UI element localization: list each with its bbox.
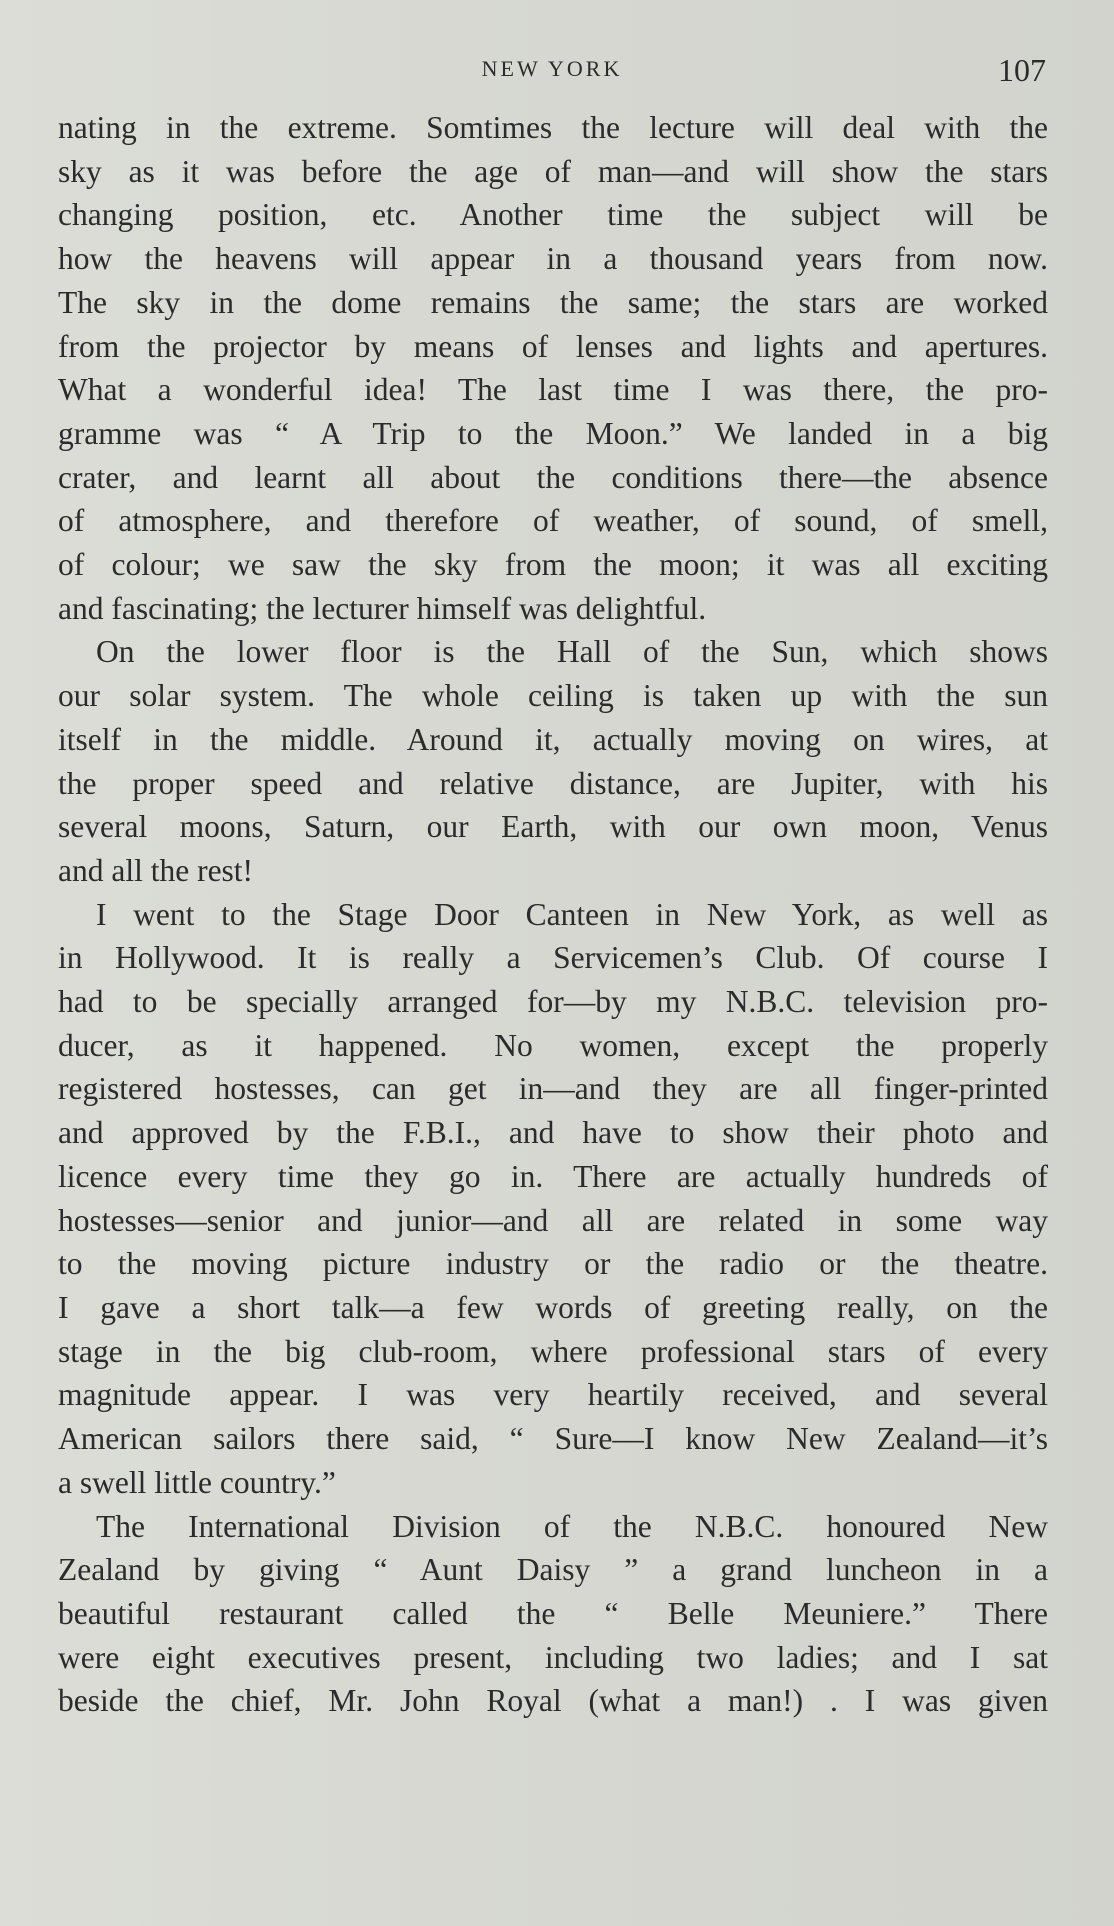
text-line: American sailors there said, “ Sure—I know New Zealand—it’s xyxy=(58,1421,1048,1457)
text-line: nating in the extreme. Somtimes the lecture will deal with the xyxy=(58,110,1048,145)
text-line: were eight executives present, including two ladies; and I sat xyxy=(58,1639,1048,1675)
text-line: crater, and learnt all about the conditions there—the absence xyxy=(58,459,1048,495)
text-line: and all the rest! xyxy=(58,852,254,888)
text-line: how the heavens will appear in a thousand years from now. xyxy=(58,241,1048,277)
text-line: our solar system. The whole ceiling is taken up with the sun xyxy=(58,678,1048,714)
text-line: I went to the Stage Door Canteen in New York, as well as xyxy=(96,896,1048,932)
text-line: from the projector by means of lenses and lights and apertures. xyxy=(58,328,1048,364)
text-line: What a wonderful idea! The last time I was there, the pro- xyxy=(58,372,1048,408)
text-line: and fascinating; the lecturer himself was delightful. xyxy=(58,590,707,626)
text-line: magnitude appear. I was very heartily received, and several xyxy=(58,1377,1048,1413)
running-head: NEW YORK xyxy=(481,56,623,81)
page-header xyxy=(58,52,1046,96)
text-line: gramme was “ A Trip to the Moon.” We landed in a big xyxy=(58,415,1048,451)
paragraph-2 xyxy=(58,630,1048,892)
page-number: 107 xyxy=(998,52,1046,88)
text-line: On the lower floor is the Hall of the Sun, which shows xyxy=(96,634,1048,670)
text-line: I gave a short talk—a few words of greeting really, on the xyxy=(58,1289,1048,1325)
text-line: ducer, as it happened. No women, except the properly xyxy=(58,1027,1048,1063)
body-text xyxy=(58,106,1048,1723)
text-line: registered hostesses, can get in—and they are all finger-printed xyxy=(58,1071,1048,1107)
text-line: hostesses—senior and junior—and all are related in some way xyxy=(58,1202,1048,1238)
text-line: beside the chief, Mr. John Royal (what a man!) . I was given xyxy=(58,1683,1048,1719)
text-line: of atmosphere, and therefore of weather, of sound, of smell, xyxy=(58,503,1048,539)
text-line: a swell little country.” xyxy=(58,1464,336,1500)
text-line: and approved by the F.B.I., and have to show their photo and xyxy=(58,1115,1048,1151)
paragraph-4 xyxy=(58,1505,1048,1724)
text-line: in Hollywood. It is really a Servicemen’s Club. Of course I xyxy=(58,940,1048,976)
text-line: itself in the middle. Around it, actually moving on wires, at xyxy=(58,721,1048,757)
text-line: had to be specially arranged for—by my N.B.C. television pro- xyxy=(58,984,1048,1020)
paragraph-3 xyxy=(58,893,1048,1505)
text-line: stage in the big club-room, where professional stars of every xyxy=(58,1333,1048,1369)
text-line: Zealand by giving “ Aunt Daisy ” a grand luncheon in a xyxy=(58,1552,1048,1588)
text-line: the proper speed and relative distance, are Jupiter, with his xyxy=(58,765,1048,801)
text-line: The International Division of the N.B.C. honoured New xyxy=(96,1508,1048,1544)
text-line: The sky in the dome remains the same; the stars are worked xyxy=(58,284,1048,320)
text-line: several moons, Saturn, our Earth, with our own moon, Venus xyxy=(58,809,1048,845)
text-line: sky as it was before the age of man—and will show the stars xyxy=(58,153,1048,189)
text-line: beautiful restaurant called the “ Belle Meuniere.” There xyxy=(58,1595,1048,1631)
paragraph-1 xyxy=(58,106,1048,630)
text-line: licence every time they go in. There are actually hundreds of xyxy=(58,1158,1048,1194)
text-line: of colour; we saw the sky from the moon; it was all exciting xyxy=(58,547,1048,583)
text-line: changing position, etc. Another time the subject will be xyxy=(58,197,1048,233)
text-line: to the moving picture industry or the radio or the theatre. xyxy=(58,1246,1048,1282)
